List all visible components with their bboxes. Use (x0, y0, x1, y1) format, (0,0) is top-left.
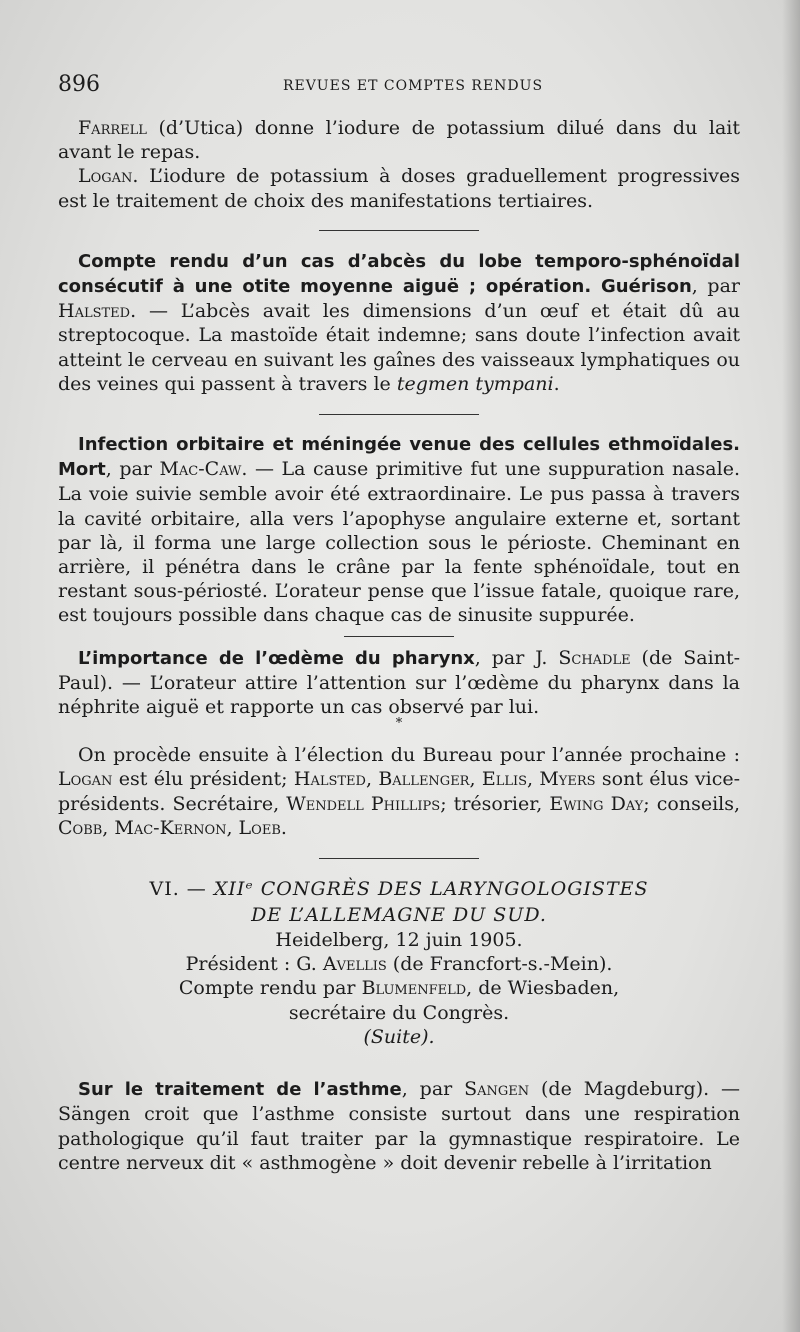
congress-president: Président : G. Avellis (de Francfort-s.-Mein). (185, 953, 613, 976)
author-halsted: Halsted. (58, 300, 137, 323)
article-title-sangen: Sur le traitement de l’asthme (78, 1079, 402, 1101)
page-body (58, 116, 740, 1175)
paragraph-logan: Logan. L’iodure de potassium à doses graduellement progressives est le traitement de choix des manifestations tertiaires. (58, 165, 740, 212)
article-title-halsted: Compte rendu d’un cas d’abcès du lobe temporo-sphénoïdal consécutif à une otite moyenne aiguë ; opération. Guérison (58, 250, 740, 298)
author-mac-caw: Mac-Caw. (159, 458, 248, 481)
paragraph-mac-caw: Infection orbitaire et méningée venue des cellules ethmoïdales. Mort, par Mac-Caw. — La cause primitive fut une suppuration nasale. La voie suivie semble avoir été extraordinaire. Le pus passa à travers la cavité orbitaire, alla vers l’apophyse angulaire externe et, sortant par là, il forma une large collection sous le périoste. Cheminant en arrière, il pénétra dans le crâne par la fente sphénoïdale, tout en restant sous-périosté. L’orateur pense que l’issue fatale, quoique rare, est toujours possible dans chaque cas de sinusite suppurée. (58, 434, 740, 627)
author-logan: Logan. (78, 165, 139, 188)
article-title-mac-caw: Infection orbitaire et méningée venue des cellules ethmoïdales. Mort (58, 434, 740, 481)
paragraph-halsted: Compte rendu d’un cas d’abcès du lobe temporo-sphénoïdal consécutif à une otite moyenne aiguë ; opération. Guérison, par Halsted. — L’abcès avait les dimensions d’un œuf et était dû au streptocoque. La mastoïde était indemne; sans doute l’infection avait atteint le cerveau en suivant les gaînes des vaisseaux lymphatiques ou des veines qui passent à travers le tegmen tympani. (58, 250, 740, 395)
congress-secretary: secrétaire du Congrès. (288, 1001, 510, 1024)
asterisk-separator: * (395, 716, 403, 732)
paragraph-sangen: Sur le traitement de l’asthme, par Sangen (de Magdeburg). — Sängen croit que l’asthme consiste surtout dans une respiration pathologique qu’il faut traiter par la gymnastique respiratoire. Le centre nerveux dit « asthmogène » doit devenir rebelle à l’irritation (58, 1078, 741, 1174)
running-title: REVUES ET COMPTES RENDUS (282, 78, 544, 94)
congress-reporter: Compte rendu par Blumenfeld, de Wiesbaden, (178, 977, 620, 1000)
page-header (58, 72, 738, 100)
section-heading-line2: DE L’ALLEMAGNE DU SUD. (251, 904, 547, 927)
paragraph-farrell: Farrell (d’Utica) donne l’iodure de potassium dilué dans du lait avant le repas. (58, 117, 740, 164)
author-schadle: Schadle (558, 646, 631, 669)
paragraph-election: On procède ensuite à l’élection du Bureau pour l’année prochaine : Logan est élu président; Halsted, Ballenger, Ellis, Myers sont élus vice-présidents. Secrétaire, Wendell Phillips; trésorier, Ewing Day; conseils, Cobb, Mac-Kernon, Loeb. (58, 744, 741, 839)
section-heading: VI. — XIIᵉ CONGRÈS DES LARYNGOLOGISTES (149, 878, 649, 901)
separator (58, 213, 740, 249)
separator (58, 840, 740, 876)
article-title-schadle: L’importance de l’œdème du pharynx (78, 647, 475, 669)
page-number: 896 (58, 72, 100, 97)
continued-label: (Suite). (363, 1025, 435, 1048)
paragraph-schadle: L’importance de l’œdème du pharynx, par J. Schadle (de Saint-Paul). — L’orateur attire l’attention sur l’œdème du pharynx dans la néphrite aiguë et rapporte un cas observé par lui. (58, 646, 740, 719)
separator (58, 628, 740, 646)
page-edge-shadow (782, 0, 800, 1332)
separator (58, 396, 740, 432)
congress-place-date: Heidelberg, 12 juin 1905. (275, 929, 523, 952)
author-farrell: Farrell (78, 117, 147, 139)
author-sangen: Sangen (464, 1078, 530, 1101)
